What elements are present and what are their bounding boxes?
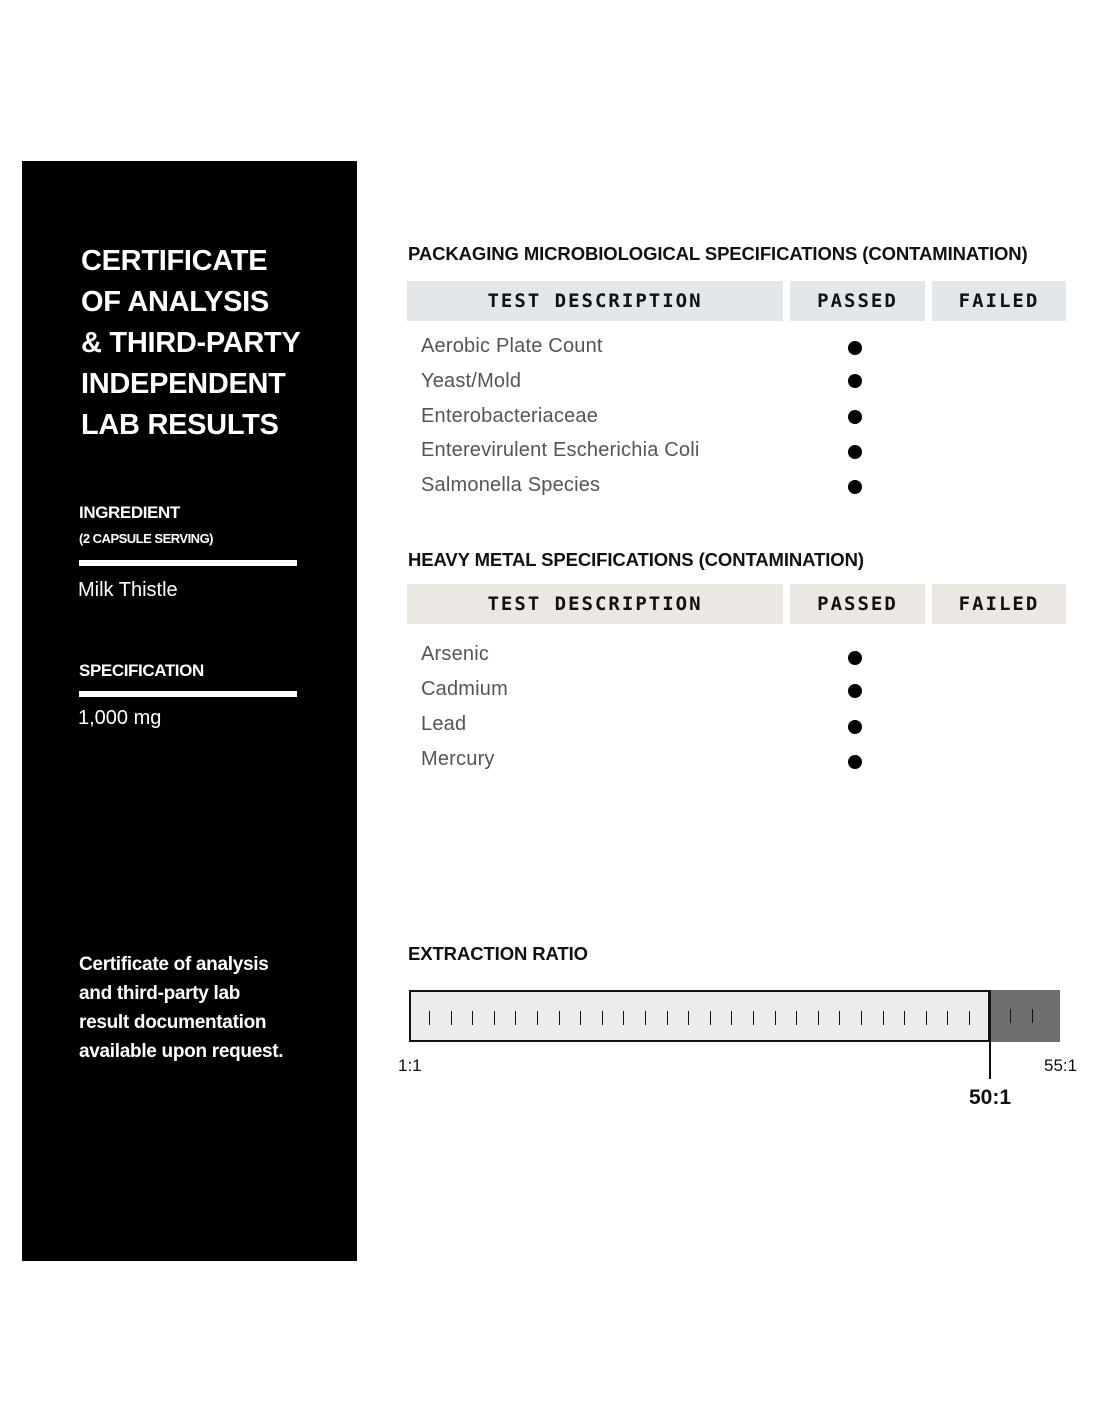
micro-header-passed: PASSED — [790, 281, 925, 321]
ratio-marker-line — [989, 990, 991, 1079]
note-line: Certificate of analysis — [79, 954, 269, 975]
micro-test-name: Salmonella Species — [421, 474, 601, 496]
divider — [79, 560, 297, 566]
ratio-tick — [623, 1011, 624, 1025]
note-line: available upon request. — [79, 1041, 284, 1062]
title-line: INDEPENDENT — [81, 368, 286, 400]
ratio-filled-track — [409, 990, 990, 1042]
metal-header-failed: FAILED — [932, 584, 1066, 624]
ratio-min-label: 1:1 — [398, 1056, 422, 1075]
passed-dot-icon — [848, 720, 862, 734]
ratio-tick — [775, 1011, 776, 1025]
ratio-value-label: 50:1 — [969, 1086, 1012, 1109]
ratio-tick — [926, 1011, 927, 1025]
heavy-metal-title: HEAVY METAL SPECIFICATIONS (CONTAMINATION) — [408, 549, 864, 570]
ratio-tick — [667, 1011, 668, 1025]
micro-test-name: Enterevirulent Escherichia Coli — [421, 439, 700, 461]
ratio-tick — [710, 1011, 711, 1025]
ratio-remaining-track — [990, 990, 1060, 1042]
ratio-tick — [645, 1011, 646, 1025]
ingredient-label: INGREDIENT — [79, 503, 180, 522]
ratio-max-label: 55:1 — [1044, 1056, 1078, 1075]
micro-test-name: Yeast/Mold — [421, 370, 522, 392]
documentation-note — [79, 950, 329, 1066]
specification-value: 1,000 mg — [78, 707, 162, 729]
micro-header-failed: FAILED — [932, 281, 1066, 321]
micro-header-description: TEST DESCRIPTION — [407, 281, 783, 321]
specification-label: SPECIFICATION — [79, 661, 204, 680]
ratio-tick — [796, 1011, 797, 1025]
title-line: OF ANALYSIS — [81, 286, 269, 318]
ratio-tick — [731, 1011, 732, 1025]
ratio-tick — [883, 1011, 884, 1025]
ratio-tick — [753, 1011, 754, 1025]
passed-dot-icon — [848, 755, 862, 769]
passed-dot-icon — [848, 684, 862, 698]
ratio-tick — [580, 1011, 581, 1025]
micro-test-name: Aerobic Plate Count — [421, 335, 603, 357]
ratio-tick — [472, 1011, 473, 1025]
metal-header-description: TEST DESCRIPTION — [407, 584, 783, 624]
ratio-tick — [515, 1011, 516, 1025]
ratio-tick — [494, 1011, 495, 1025]
ratio-tick — [969, 1011, 970, 1025]
ratio-tick — [451, 1011, 452, 1025]
note-line: and third-party lab — [79, 983, 241, 1004]
ingredient-serving-note: (2 CAPSULE SERVING) — [79, 531, 214, 546]
ratio-tick — [947, 1011, 948, 1025]
summary-panel — [22, 161, 357, 1261]
metal-test-name: Cadmium — [421, 678, 508, 700]
ratio-tick — [818, 1011, 819, 1025]
ratio-tick — [861, 1011, 862, 1025]
title-line: LAB RESULTS — [81, 409, 279, 441]
ratio-tick — [429, 1011, 430, 1025]
ratio-tick — [688, 1011, 689, 1025]
micro-test-name: Enterobacteriaceae — [421, 405, 599, 427]
metal-test-name: Lead — [421, 713, 467, 735]
metal-header-passed: PASSED — [790, 584, 925, 624]
microbiological-title: PACKAGING MICROBIOLOGICAL SPECIFICATIONS (CONTAMINATION) — [408, 243, 1028, 264]
extraction-ratio-bar — [409, 990, 1060, 1042]
ratio-tick — [559, 1011, 560, 1025]
ratio-tick — [1010, 1009, 1011, 1023]
ratio-tick — [602, 1011, 603, 1025]
certificate-title — [81, 241, 351, 446]
passed-dot-icon — [848, 445, 862, 459]
ratio-tick — [904, 1011, 905, 1025]
metal-test-name: Mercury — [421, 748, 495, 770]
divider — [79, 691, 297, 697]
ratio-tick — [1032, 1009, 1033, 1023]
title-line: & THIRD-PARTY — [81, 327, 301, 359]
ratio-tick — [839, 1011, 840, 1025]
passed-dot-icon — [848, 480, 862, 494]
metal-test-name: Arsenic — [421, 643, 490, 665]
passed-dot-icon — [848, 651, 862, 665]
title-line: CERTIFICATE — [81, 245, 268, 277]
ratio-tick — [537, 1011, 538, 1025]
note-line: result documentation — [79, 1012, 267, 1033]
ingredient-value: Milk Thistle — [78, 579, 178, 601]
passed-dot-icon — [848, 410, 862, 424]
extraction-ratio-title: EXTRACTION RATIO — [408, 943, 588, 964]
passed-dot-icon — [848, 374, 862, 388]
passed-dot-icon — [848, 341, 862, 355]
